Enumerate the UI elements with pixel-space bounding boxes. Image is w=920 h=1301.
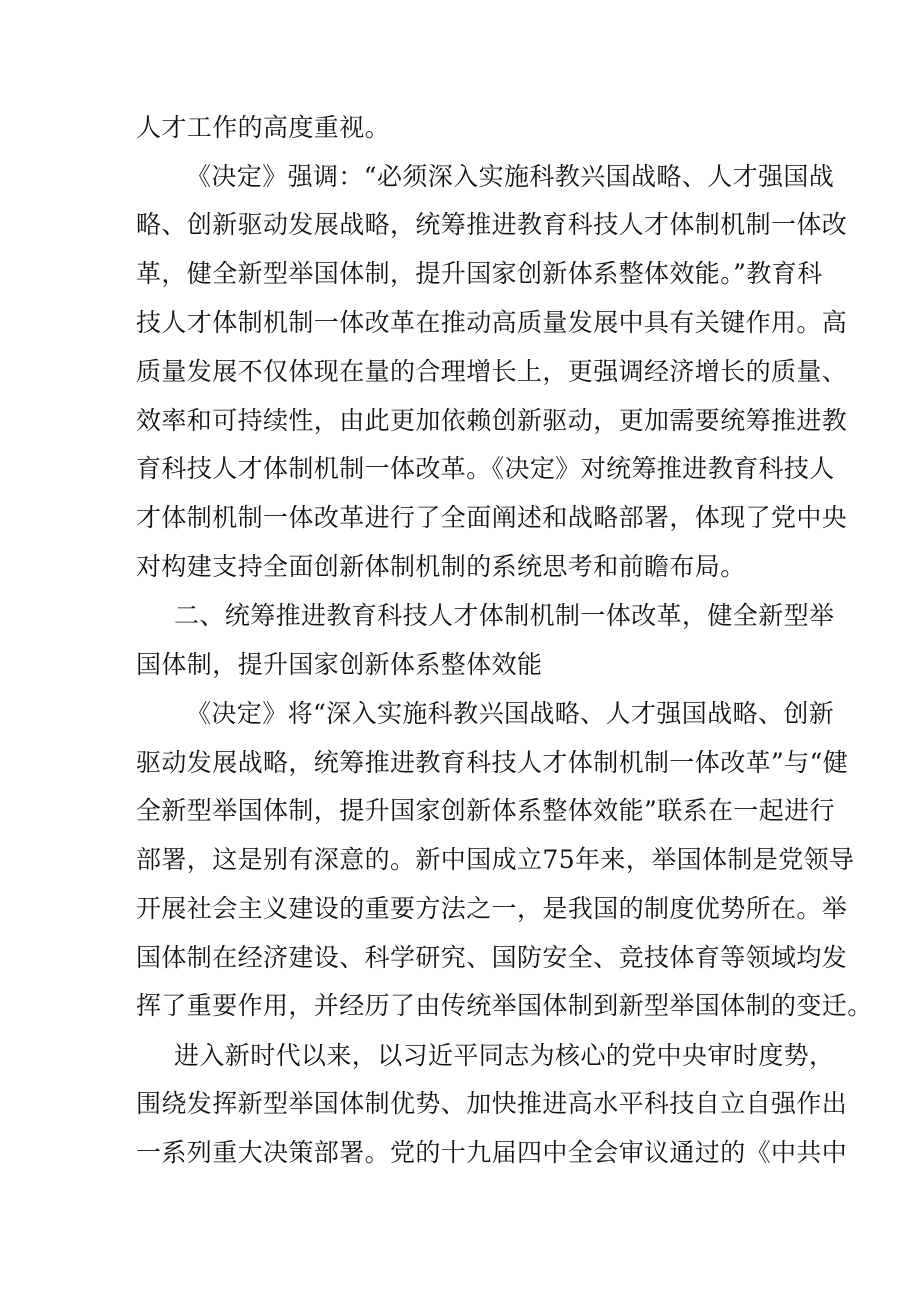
section-heading-line: 二、统筹推进教育科技人才体制机制一体改革，健全新型举 xyxy=(174,601,835,630)
text-line: 部署，这是别有深意的。新中国成立75年来，举国体制是党领导 xyxy=(136,845,855,874)
text-line: 进入新时代以来，以习近平同志为核心的党中央审时度势， xyxy=(174,1041,835,1070)
text-line: 对构建支持全面创新体制机制的系统思考和前瞻布局。 xyxy=(136,552,746,581)
text-line: 开展社会主义建设的重要方法之一，是我国的制度优势所在。举 xyxy=(136,894,848,923)
text-line: 革，健全新型举国体制，提升国家创新体系整体效能。”教育科 xyxy=(136,259,823,288)
text-line: 效率和可持续性，由此更加依赖创新驱动，更加需要统筹推进教 xyxy=(136,406,848,435)
text-line: 《决定》强调：“必须深入实施科教兴国战略、人才强国战 xyxy=(186,162,835,191)
text-line: 挥了重要作用，并经历了由传统举国体制到新型举国体制的变迁。 xyxy=(136,991,873,1020)
text-line: 质量发展不仅体现在量的合理增长上，更强调经济增长的质量、 xyxy=(136,357,848,386)
text-line: 驱动发展战略，统筹推进教育科技人才体制机制一体改革”与“健 xyxy=(136,748,849,777)
text-line: 技人才体制机制一体改革在推动高质量发展中具有关键作用。高 xyxy=(136,308,848,337)
text-line: 一系列重大决策部署。党的十九届四中全会审议通过的《中共中 xyxy=(136,1138,848,1167)
text-line: 育科技人才体制机制一体改革。《决定》对统筹推进教育科技人 xyxy=(136,454,835,483)
section-heading-line: 国体制，提升国家创新体系整体效能 xyxy=(136,650,543,679)
text-line: 略、创新驱动发展战略，统筹推进教育科技人才体制机制一体改 xyxy=(136,210,848,239)
text-line: 围绕发挥新型举国体制优势、加快推进高水平科技自立自强作出 xyxy=(136,1089,848,1118)
text-line: 才体制机制一体改革进行了全面阐述和战略部署，体现了党中央 xyxy=(136,503,848,532)
text-line: 人才工作的高度重视。 xyxy=(136,113,391,142)
text-line: 《决定》将“深入实施科教兴国战略、人才强国战略、创新 xyxy=(186,699,835,728)
text-line: 全新型举国体制，提升国家创新体系整体效能”联系在一起进行 xyxy=(136,796,835,825)
text-line: 国体制在经济建设、科学研究、国防安全、竞技体育等领域均发 xyxy=(136,943,848,972)
